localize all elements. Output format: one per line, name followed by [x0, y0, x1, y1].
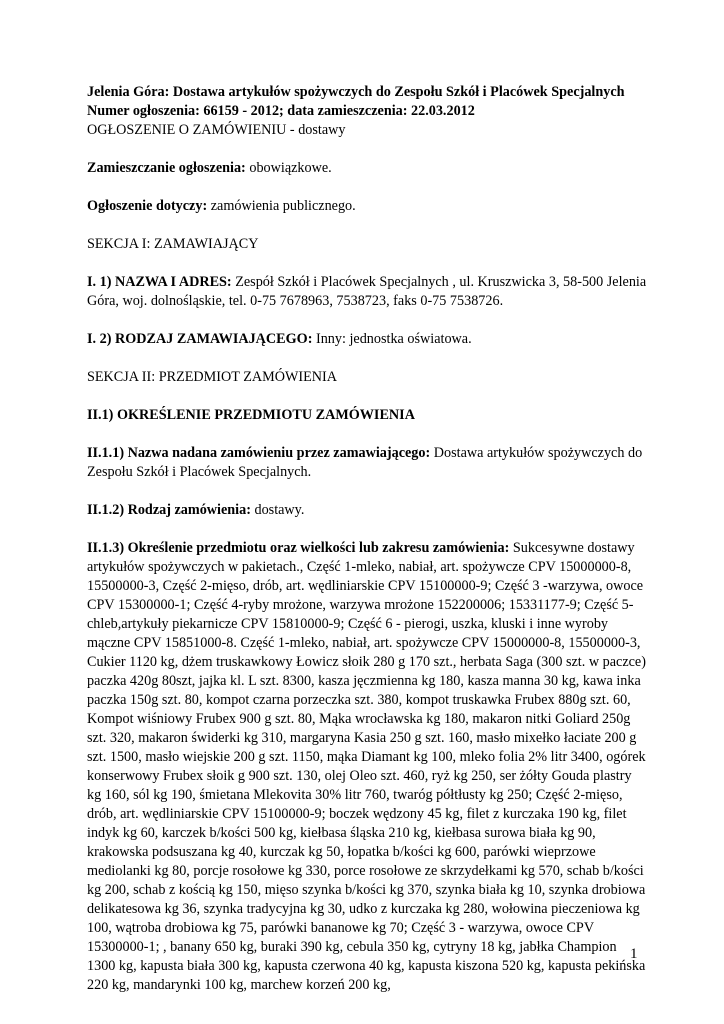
posting-value: obowiązkowe.	[245, 160, 332, 176]
order-name-label: II.1.1) Nazwa nadana zamówieniu przez zamawiającego:	[87, 445, 431, 461]
authority-type-label: I. 2) RODZAJ ZAMAWIAJĄCEGO:	[87, 331, 313, 347]
order-name	[87, 444, 647, 482]
address-label: I. 1) NAZWA I ADRES:	[87, 274, 232, 290]
authority-type-value: Inny: jednostka oświatowa.	[312, 331, 472, 347]
section-2-subheading: II.1) OKREŚLENIE PRZEDMIOTU ZAMÓWIENIA	[87, 407, 415, 423]
page-number: 1	[630, 946, 638, 962]
authority-type	[87, 330, 647, 349]
section-1-heading: SEKCJA I: ZAMAWIAJĄCY	[87, 236, 259, 252]
order-kind	[87, 501, 647, 520]
contracting-authority-address	[87, 273, 647, 311]
order-kind-value: dostawy.	[250, 502, 305, 518]
order-scope-value: Sukcesywne dostawy artykułów spożywczych w pakietach., Część 1-mleko, nabiał, art. spożywcze CPV 15000000-8, 15500000-3, Część 2-mięso, drób, art. wędliniarskie CPV 15100000-9; Część 3 -warzywa, owoce CPV 15300000-1; Część 4-ryby mrożone, warzywa mrożone 152200006; 15331177-9; Część 5-chleb,artykuły piekarnicze CPV 15810000-9; Część 6 - pierogi, uszka, kluski i inne wyroby mączne CPV 15851000-8. Część 1-mleko, nabiał, art. spożywcze CPV 15000000-8, 15500000-3, Cukier 1120 kg, dżem truskawkowy Łowicz słoik 280 g 170 szt., herbata Saga (300 szt. w paczce) paczka 420g 80szt, jajka kl. L szt. 8300, kasza jęczmienna kg 180, kasza manna 30 kg, kawa inka paczka 150g szt. 80, kompot czarna porzeczka szt. 380, kompot truskawka Frubex 880g szt. 60, Kompot wiśniowy Frubex 900 g szt. 80, Mąka wrocławska kg 180, makaron nitki Goliard 250g szt. 320, makaron świderki kg 310, margaryna Kasia 250 g szt. 160, masło mixełko łaciate 200 g szt. 1500, masło wiejskie 200 g szt. 1150, mąka Diamant kg 100, mleko folia 2% litr 3400, ogórek konserwowy Frubex słoik g 900 szt. 130, olej Oleo szt. 460, ryż kg 250, ser żółty Gouda plastry kg 160, sól kg 190, śmietana Mlekovita 30% litr 760, twaróg półtłusty kg 250; Część 2-mięso, drób, art. wędliniarskie CPV 15100000-9; boczek wędzony 45 kg, filet z kurczaka 190 kg, filet indyk kg 60, karczek b/kości 500 kg, kiełbasa śląska 210 kg, kiełbasa surowa biała kg 90, krakowska podsuszana kg 40, kurczak kg 50, łopatka b/kości kg 600, parówki wieprzowe mediolanki kg 80, porcje rosołowe kg 330, porce rosołowe ze skrzydełkami kg 570, schab b/kości kg 200, schab z kością kg 150, mięso szynka b/kości kg 370, szynka biała kg 10, szynka drobiowa delikatesowa kg 36, szynka tradycyjna kg 30, udko z kurczaka kg 280, wołowina pieczeniowa kg 100, wątroba drobiowa kg 75, parówki bananowe kg 70; Część 3 - warzywa, owoce CPV 15300000-1; , banany 650 kg, buraki 390 kg, cebula 350 kg, cytryny 18 kg, jabłka Champion 1300 kg, kapusta biała 300 kg, kapusta czerwona 40 kg, kapusta kiszona 520 kg, kapusta pekińska 220 kg, mandarynki 100 kg, marchew korzeń 200 kg,	[87, 540, 646, 993]
order-name-value: Dostawa artykułów spożywczych do Zespołu Szkół i Placówek Specjalnych.	[87, 445, 643, 480]
concerns-label: Ogłoszenie dotyczy:	[87, 198, 208, 214]
posting-label: Zamieszczanie ogłoszenia:	[87, 160, 246, 176]
order-kind-label: II.1.2) Rodzaj zamówienia:	[87, 502, 251, 518]
order-scope-label: II.1.3) Określenie przedmiotu oraz wielkości lub zakresu zamówienia:	[87, 540, 510, 556]
concerns-field	[87, 197, 647, 216]
notice-type: OGŁOSZENIE O ZAMÓWIENIU - dostawy	[87, 122, 346, 138]
concerns-value: zamówienia publicznego.	[207, 198, 356, 214]
order-scope	[87, 539, 647, 995]
notice-body	[87, 83, 647, 995]
notice-number: Numer ogłoszenia: 66159 - 2012; data zamieszczenia: 22.03.2012	[87, 103, 475, 119]
notice-title: Jelenia Góra: Dostawa artykułów spożywczych do Zespołu Szkół i Placówek Specjalnych	[87, 84, 625, 100]
posting-field	[87, 159, 647, 178]
address-value: Zespół Szkół i Placówek Specjalnych , ul. Kruszwicka 3, 58-500 Jelenia Góra, woj. dolnośląskie, tel. 0-75 7678963, 7538723, faks 0-75 7538726.	[87, 274, 647, 309]
section-2-heading: SEKCJA II: PRZEDMIOT ZAMÓWIENIA	[87, 369, 337, 385]
